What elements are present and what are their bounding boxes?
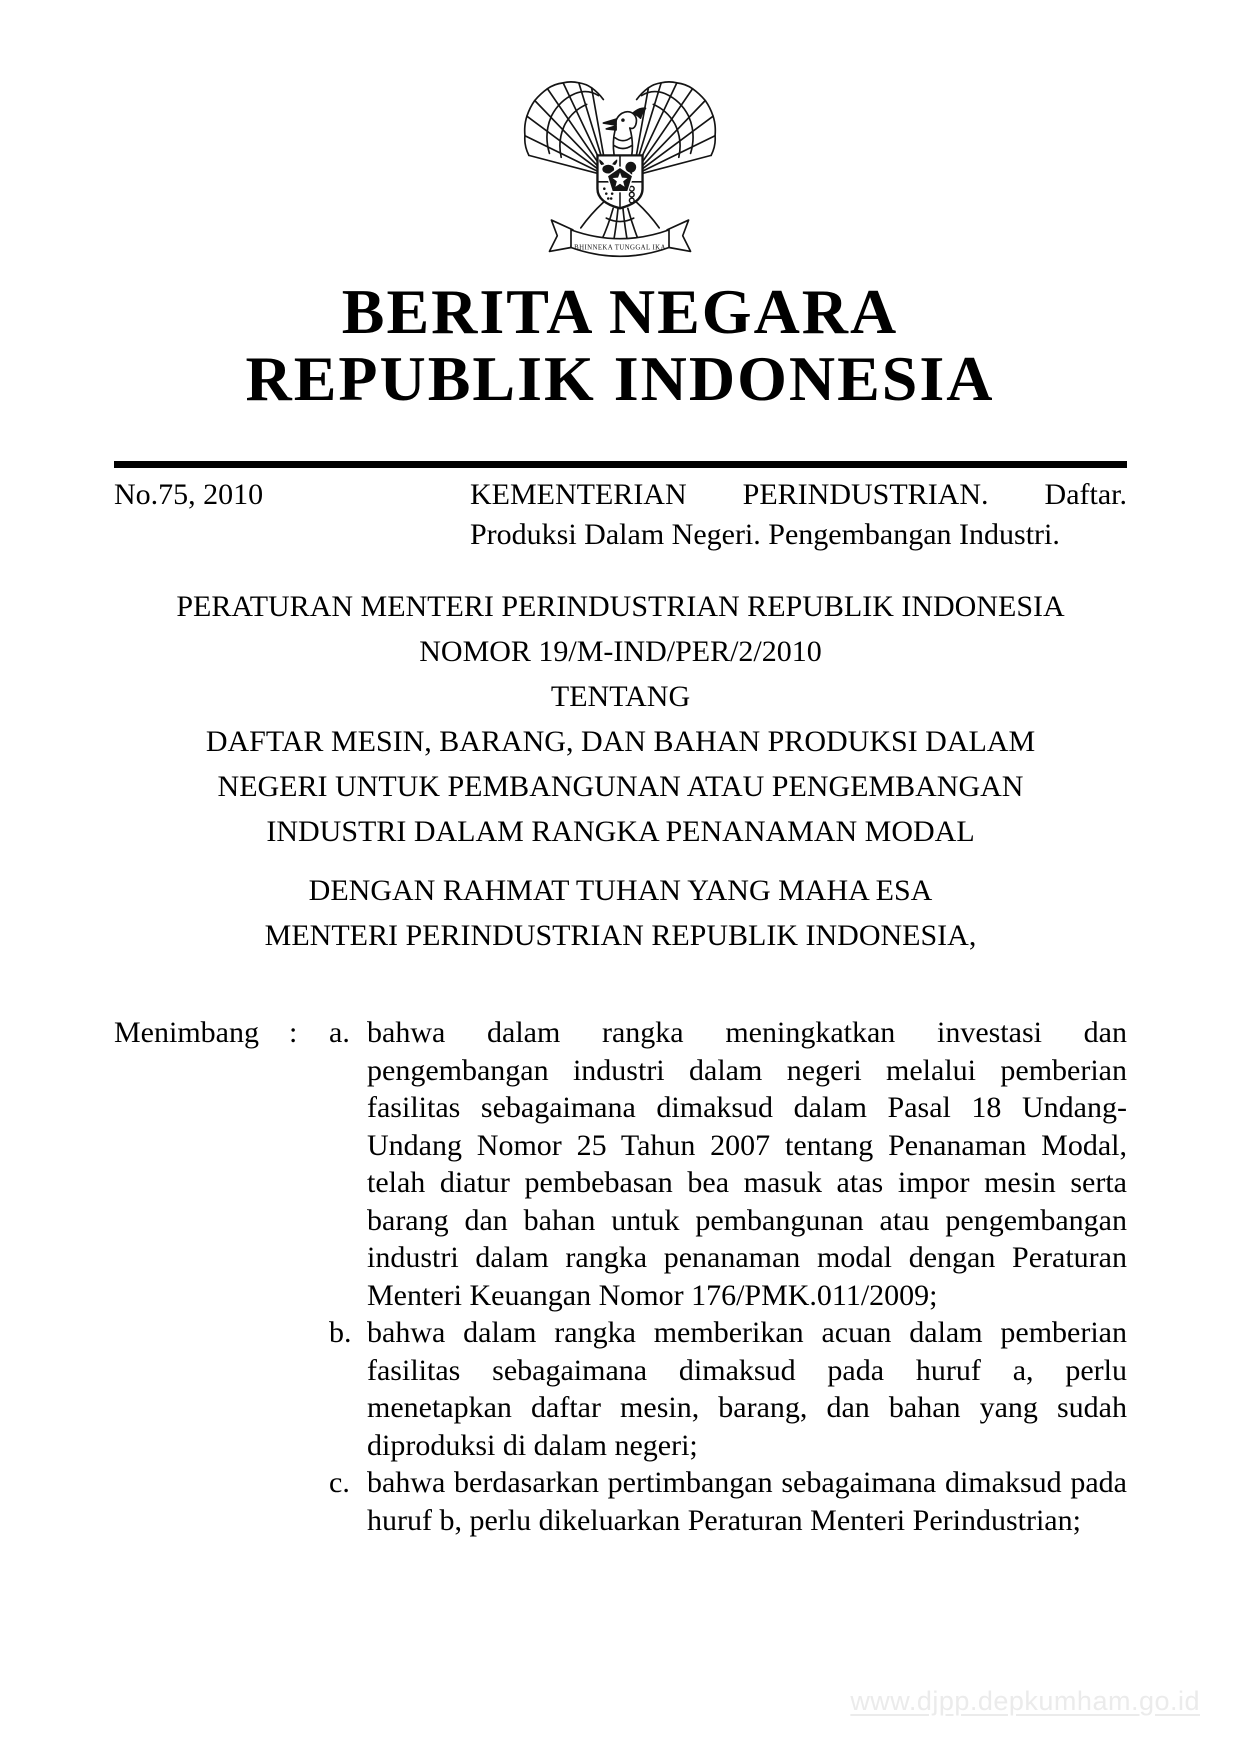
consideration-item-b — [329, 1314, 1127, 1464]
considerations-colon: : — [289, 1016, 298, 1049]
consideration-item-c — [329, 1464, 1127, 1539]
consideration-item-a — [329, 1014, 1127, 1314]
left-wing — [525, 82, 608, 176]
watermark-url: www.djpp.depkumham.go.id — [850, 1686, 1200, 1716]
regulation-tentang: TENTANG — [550, 680, 691, 713]
masthead-title — [0, 278, 1240, 412]
item-marker: c. — [329, 1466, 350, 1499]
regulation-subject-line-3: INDUSTRI DALAM RANGKA PENANAMAN MODAL — [266, 815, 975, 848]
neck-scallop-1 — [615, 138, 631, 141]
gazette-subject — [470, 475, 1127, 555]
garuda-pancasila-emblem — [522, 80, 718, 268]
considerations-section — [114, 1014, 1127, 1539]
gazette-header — [114, 475, 1127, 555]
considerations-list — [329, 1014, 1127, 1539]
item-text: bahwa berdasarkan pertimbangan sebagaimana dimaksud pada huruf b, perlu dikeluarkan Peraturan Menteri Perindustrian; — [367, 1466, 1127, 1537]
regulation-subject-line-1: DAFTAR MESIN, BARANG, DAN BAHAN PRODUKSI DALAM — [205, 725, 1036, 758]
item-marker: a. — [329, 1016, 350, 1049]
regulation-title-block — [114, 584, 1127, 958]
masthead-line-2: REPUBLIK INDONESIA — [245, 343, 995, 414]
item-text: bahwa dalam rangka meningkatkan investasi dan pengembangan industri dalam negeri melalui pemberian fasilitas sebagaimana dimaksud dalam Pasal 18 Undang-Undang Nomor 25 Tahun 2007 tentang Penanaman Modal, telah diatur pembebasan bea masuk atas impor mesin serta barang dan bahan untuk pembangunan atau pengembangan industri dalam rangka penanaman modal dengan Peraturan Menteri Keuangan Nomor 176/PMK.011/2009; — [367, 1016, 1127, 1312]
garuda-emblem-svg — [522, 80, 718, 268]
header-rule-divider — [114, 461, 1127, 468]
regulation-number: NOMOR 19/M-IND/PER/2/2010 — [419, 635, 822, 668]
gazette-subject-line-2: Produksi Dalam Negeri. Pengembangan Industri. — [470, 518, 1060, 551]
gazette-number: No.75, 2010 — [114, 478, 264, 511]
regulation-subject-line-2: NEGERI UNTUK PEMBANGUNAN ATAU PENGEMBANGAN — [217, 770, 1024, 803]
gazette-subject-line-1: KEMENTERIAN PERINDUSTRIAN. Daftar. — [470, 478, 1127, 511]
item-text: bahwa dalam rangka memberikan acuan dalam pemberian fasilitas sebagaimana dimaksud pada huruf a, perlu menetapkan daftar mesin, barang, dan bahan yang sudah diproduksi di dalam negeri; — [367, 1316, 1127, 1462]
right-wing — [633, 82, 716, 176]
neck-right — [630, 128, 633, 155]
issuer-line: MENTERI PERINDUSTRIAN REPUBLIK INDONESIA, — [264, 919, 977, 952]
emblem-motto: BHINNEKA TUNGGAL IKA — [574, 244, 666, 252]
invocation-line: DENGAN RAHMAT TUHAN YANG MAHA ESA — [308, 874, 933, 907]
item-marker: b. — [329, 1316, 352, 1349]
regulation-title-line-1: PERATURAN MENTERI PERINDUSTRIAN REPUBLIK INDONESIA — [176, 590, 1065, 623]
considerations-label: Menimbang — [114, 1016, 259, 1049]
masthead-line-1: BERITA NEGARA — [341, 276, 899, 347]
eagle-head — [603, 108, 645, 130]
neck — [613, 130, 615, 155]
neck-scallop-2 — [614, 146, 632, 149]
